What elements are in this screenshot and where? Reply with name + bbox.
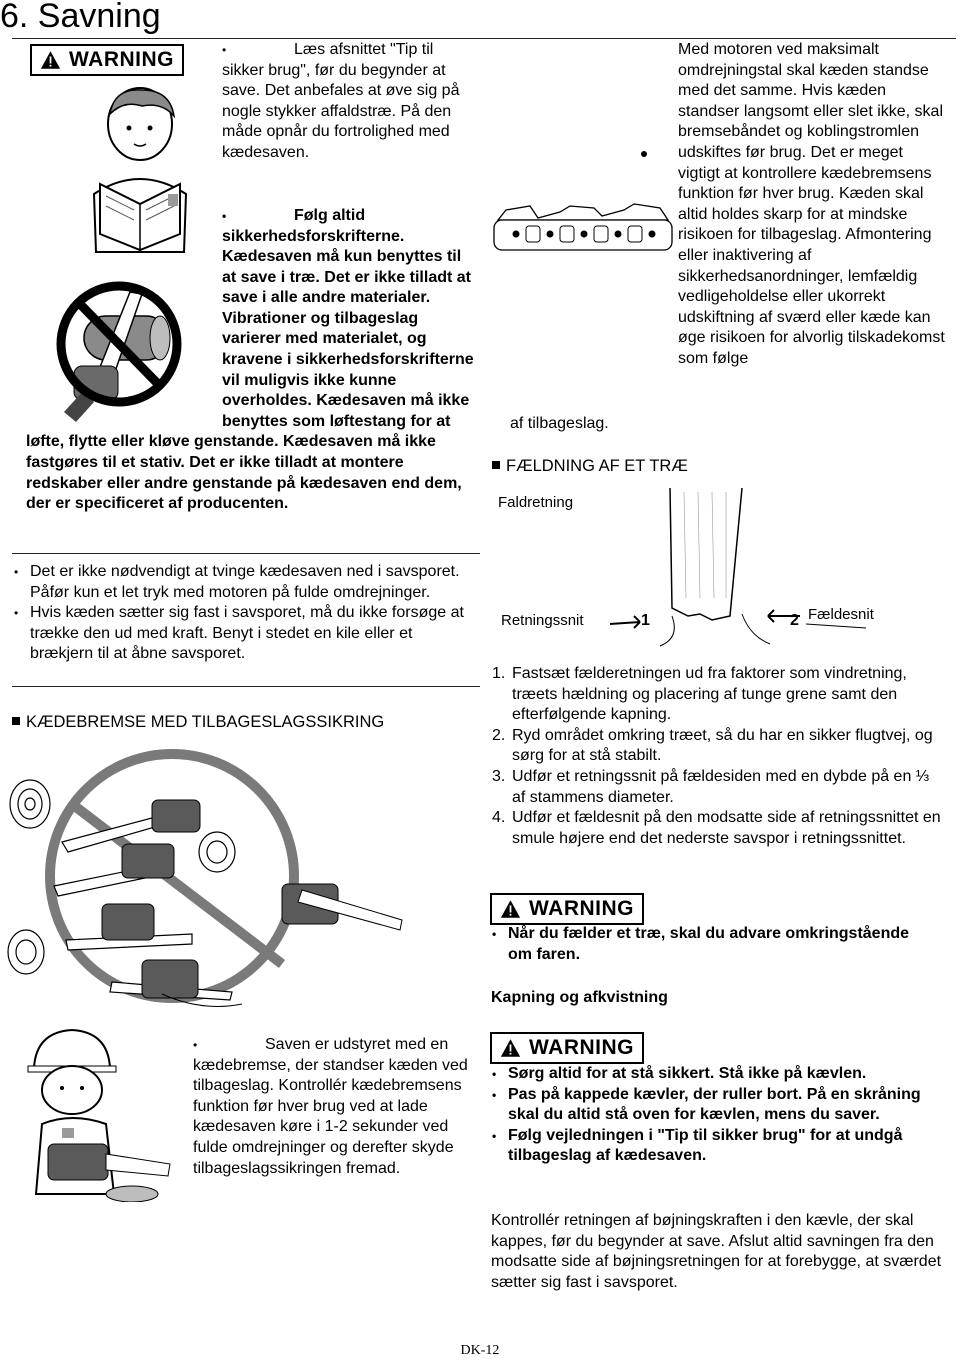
heading-bullet-icon	[492, 461, 500, 469]
left-bullet-2-body	[26, 247, 478, 515]
bullet-marker: •	[222, 43, 227, 57]
list-item: • Pas på kappede kævler, der ruller bort. På en skråning skal du altid stå oven for kævlen, mens du saver.	[490, 1085, 930, 1126]
list-item: • Hvis kæden sætter sig fast i savsporet, må du ikke forsøge at trække den ud med kraft. Benyt i stedet en kile eller et brækjern til at åbne savsporet.	[12, 603, 472, 665]
page-title: 6. Savning	[0, 0, 161, 35]
chainbrake-heading-text: KÆDEBREMSE MED TILBAGESLAGSSIKRING	[26, 713, 385, 731]
fig-num-1: 1	[641, 612, 650, 629]
list-item	[492, 767, 942, 808]
felling-heading-text: FÆLDNING AF ET TRÆ	[506, 457, 688, 475]
list-item	[492, 664, 942, 726]
chainbrake-bullet-text: Saven er udstyret med en kædebremse, der standser kæden ved tilbageslag. Kontrollér kædebremsens funktion før hver brug ved at lade kædesaven køre i 1-2 sekunder ved fulde omdrejninger og derefter skyde tilbageslagssikringen fremad.	[193, 1036, 468, 1177]
left-bullet-1	[222, 40, 478, 164]
warning-3-list	[490, 1064, 930, 1167]
step-text: Udfør et fældesnit på den modsatte side af retningssnittet en smule højere end det nederste savspor i retningssnittet.	[512, 809, 941, 847]
felling-steps	[492, 664, 942, 849]
section-rule	[12, 686, 480, 687]
list-item	[492, 726, 942, 767]
warning-2-list	[490, 924, 930, 965]
boy-reading-illustration	[84, 84, 196, 260]
chainbrake-bullet	[193, 1035, 468, 1179]
list-item: • Følg vejledningen i "Tip til sikker brug" for at undgå tilbageslag af kædesaven.	[490, 1126, 930, 1167]
step-number: 4.	[492, 809, 506, 827]
fig-label-retningssnit: Retningssnit	[501, 612, 584, 629]
list-item: • Når du fælder et træ, skal du advare omkringstående om faren.	[490, 924, 930, 965]
warning-triangle-icon	[500, 1037, 521, 1059]
section-rule	[12, 553, 480, 554]
step-text: Udfør et retningssnit på fældesiden med en dybde på en ⅓ af stammens diameter.	[512, 767, 930, 806]
left-bullet-2	[222, 206, 478, 247]
fig-label-faldretning: Faldretning	[498, 494, 574, 511]
heading-bullet-icon	[12, 717, 20, 725]
kickback-illustration	[2, 744, 422, 1014]
bullet-marker: •	[222, 209, 227, 223]
warning-label: WARNING	[529, 897, 634, 920]
right-top-text: Med motoren ved maksimalt omdrejningstal skal kæden standse med det samme. Hvis kæden standser langsomt eller slet ikke, skal bremsebåndet og koblingstromlen udskiftes før brug. Det er meget vigtigt at kontrollere kædebremsens funktion før hver brug. Kæden skal altid holdes skarp for at mindske risikoen for tilbageslag. Afmontering eller inaktivering af sikkerhedsanordninger, lemfældig vedligeholdelse eller ukorrekt udskiftning af sværd eller kæde kan øge risikoen for alvorlig tilskadekomst som følge	[678, 41, 945, 367]
warning-badge	[490, 893, 644, 925]
fig-num-2: 2	[790, 612, 799, 629]
list-item: • Sørg altid for at stå sikkert. Stå ikke på kævlen.	[490, 1064, 930, 1085]
bucking-heading: Kapning og afkvistning	[491, 989, 668, 1006]
title-rule	[12, 38, 956, 39]
fig-label-faeldesnit: Fældesnit	[808, 606, 874, 623]
tree-felling-illustration	[600, 488, 940, 652]
small-dot-icon	[640, 150, 648, 158]
saw-chain-illustration	[490, 196, 676, 258]
left-bullet-list	[12, 562, 472, 665]
step-number: 1.	[492, 665, 506, 682]
page-number: DK-12	[460, 1343, 500, 1358]
warning-triangle-icon	[40, 49, 61, 71]
chainbrake-heading	[12, 712, 472, 733]
warning-label: WARNING	[529, 1036, 634, 1059]
worker-chainsaw-illustration	[22, 1024, 172, 1202]
right-continued-text: af tilbageslag.	[510, 415, 609, 432]
warning-badge	[30, 44, 184, 76]
felling-heading	[492, 456, 792, 477]
step-number: 3.	[492, 767, 506, 785]
step-text: Ryd området omkring træet, så du har en sikker flugtvej, og sørg for at stå stabilt.	[512, 726, 933, 765]
warning-label: WARNING	[69, 48, 174, 71]
bullet-1-text: Læs afsnittet "Tip til sikker brug", før du begynder at save. Det anbefales at øve sig på nogle stykker affaldstræ. På den måde opnår du fortrolighed med kædesaven.	[222, 41, 460, 161]
step-text: Fastsæt fælderetningen ud fra faktorer som vindretning, træets hældning og placering af tunge grene samt den efterfølgende kapning.	[512, 665, 907, 724]
warning-triangle-icon	[500, 898, 521, 920]
bullet-marker: •	[193, 1038, 198, 1052]
list-item	[492, 808, 942, 849]
bullet-2-text: Kædesaven må kun benyttes til at save i træ. Det er ikke tilladt at save i alle andre materialer. Vibrationer og tilbageslag varierer med materialet, og kravene i sikkerhedsforskrifterne vil muligvis ikke kunne overholdes. Kædesaven må ikke benyttes som løftestang for at løfte, flytte eller kløve genstande. Kædesaven må ikke fastgøres til et stativ. Det er ikke tilladt at montere redskaber eller andre genstande på kædesaven end dem, der er specificeret af producenten.	[26, 248, 474, 513]
bucking-text: Kontrollér retningen af bøjningskraften i den kævle, der skal kappes, før du begynder at save. Afslut altid savningen fra den modsatte side af bøjningsretningen for at forebygge, at sværdet sætter sig fast i savsporet.	[491, 1212, 942, 1291]
list-item: • Det er ikke nødvendigt at tvinge kædesaven ned i savsporet. Påfør kun et let tryk med motoren på fulde omdrejninger.	[12, 562, 472, 603]
warning-badge	[490, 1032, 644, 1064]
bullet-2-heading: Følg altid sikkerhedsforskrifterne.	[222, 207, 405, 245]
step-number: 2.	[492, 726, 506, 744]
